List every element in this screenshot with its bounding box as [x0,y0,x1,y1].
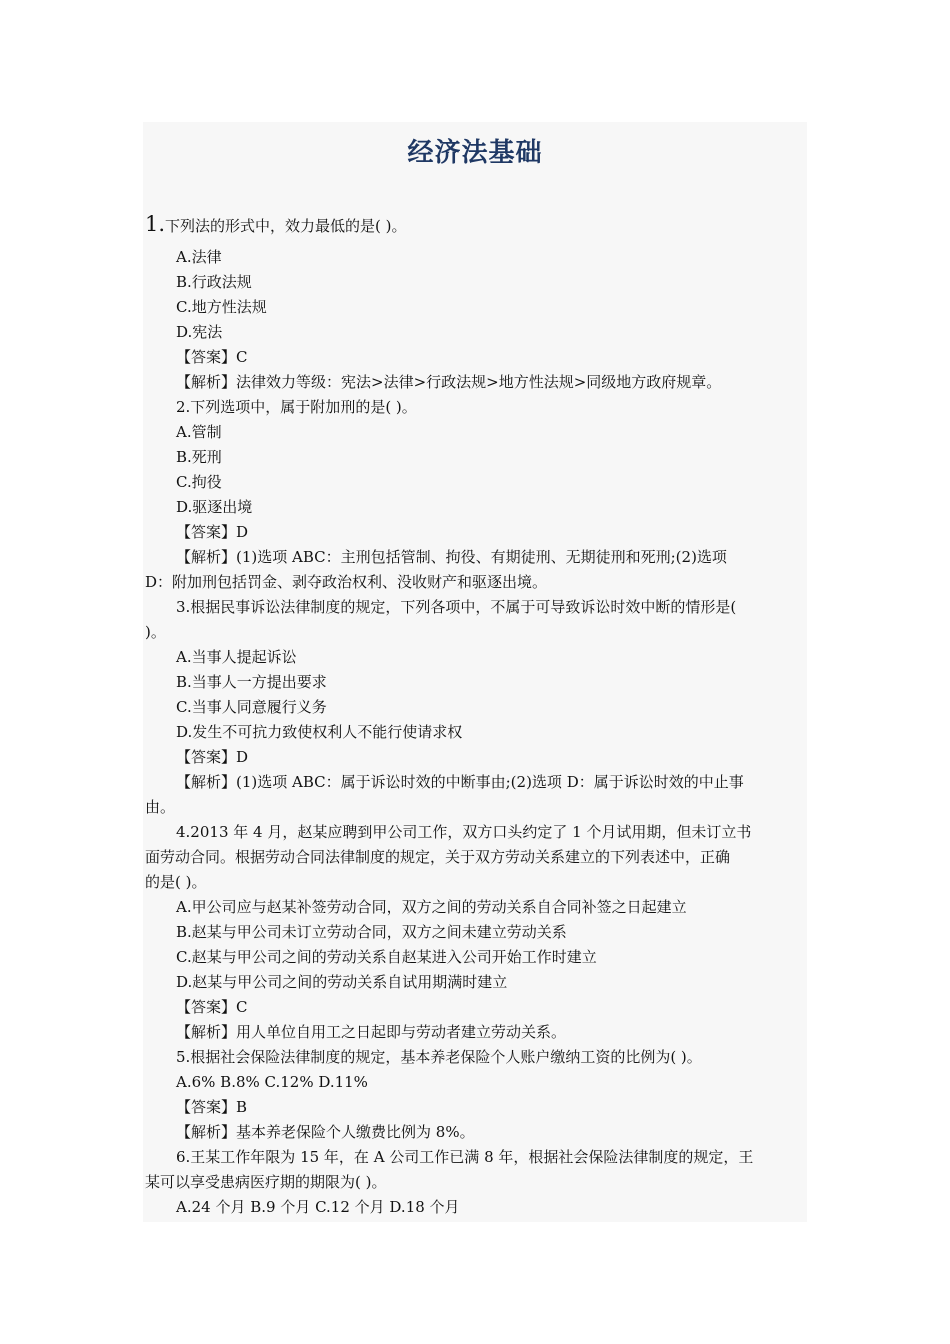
question-4-answer: 【答案】C [176,998,248,1016]
question-1-option-a: A.法律 [176,248,222,266]
question-2-option-d: D.驱逐出境 [176,498,253,516]
document-body [145,212,807,1220]
question-1-stem [145,212,807,239]
question-1-analysis: 【解析】法律效力等级：宪法>法律>行政法规>地方性法规>同级地方政府规章。 [176,373,722,391]
question-4-analysis: 【解析】用人单位自用工之日起即与劳动者建立劳动关系。 [176,1023,567,1041]
question-5-analysis: 【解析】基本养老保险个人缴费比例为 8%。 [176,1123,475,1141]
question-5-answer: 【答案】B [176,1098,248,1116]
question-3-option-c: C.当事人同意履行义务 [176,698,327,716]
question-1-option-d: D.宪法 [176,323,223,341]
question-6-stem-cont: 某可以享受患病医疗期的期限为( )。 [145,1173,387,1191]
question-4-option-a: A.甲公司应与赵某补签劳动合同，双方之间的劳动关系自合同补签之日起建立 [176,898,687,916]
question-4-option-c: C.赵某与甲公司之间的劳动关系自赵某进入公司开始工作时建立 [176,948,597,966]
question-1-answer: 【答案】C [176,348,248,366]
question-3-answer: 【答案】D [176,748,249,766]
question-4-option-d: D.赵某与甲公司之间的劳动关系自试用期满时建立 [176,973,508,991]
question-2-option-a: A.管制 [176,423,222,441]
question-3-option-d: D.发生不可抗力致使权利人不能行使请求权 [176,723,463,741]
question-6-options: A.24 个月 B.9 个月 C.12 个月 D.18 个月 [176,1198,460,1216]
question-6-stem: 6.王某工作年限为 15 年，在 A 公司工作已满 8 年，根据社会保险法律制度的规定，王 [176,1148,754,1166]
question-5-stem: 5.根据社会保险法律制度的规定，基本养老保险个人账户缴纳工资的比例为( )。 [176,1048,702,1066]
question-2-option-b: B.死刑 [176,448,222,466]
question-2-stem: 2.下列选项中，属于附加刑的是( )。 [176,398,417,416]
question-4-stem: 4.2013 年 4 月，赵某应聘到甲公司工作，双方口头约定了 1 个月试用期，但未订立书 [176,823,752,841]
question-1-text: 下列法的形式中，效力最低的是( )。 [165,217,407,235]
question-5-options: A.6% B.8% C.12% D.11% [176,1073,368,1091]
question-3-option-a: A.当事人提起诉讼 [176,648,297,666]
question-2-analysis: 【解析】(1)选项 ABC：主刑包括管制、拘役、有期徒刑、无期徒刑和死刑;(2)选项 [176,548,727,566]
question-1-option-b: B.行政法规 [176,273,252,291]
question-3-analysis: 【解析】(1)选项 ABC：属于诉讼时效的中断事由;(2)选项 D：属于诉讼时效的中止事 [176,773,744,791]
question-3-option-b: B.当事人一方提出要求 [176,673,327,691]
question-4-stem-cont-1: 面劳动合同。根据劳动合同法律制度的规定，关于双方劳动关系建立的下列表述中，正确 [145,848,731,866]
question-3-analysis-cont: 由。 [145,798,176,816]
question-4-option-b: B.赵某与甲公司未订立劳动合同，双方之间未建立劳动关系 [176,923,567,941]
question-3-stem: 3.根据民事诉讼法律制度的规定，下列各项中，不属于可导致诉讼时效中断的情形是( [176,598,737,616]
question-2-option-c: C.拘役 [176,473,222,491]
page-title: 经济法基础 [407,138,543,168]
question-2-answer: 【答案】D [176,523,249,541]
question-2-analysis-cont: D：附加刑包括罚金、剥夺政治权利、没收财产和驱逐出境。 [145,573,548,591]
question-3-stem-cont: )。 [145,623,166,641]
question-1-number: 1. [145,212,166,236]
question-1-option-c: C.地方性法规 [176,298,267,316]
question-4-stem-cont-2: 的是( )。 [145,873,207,891]
